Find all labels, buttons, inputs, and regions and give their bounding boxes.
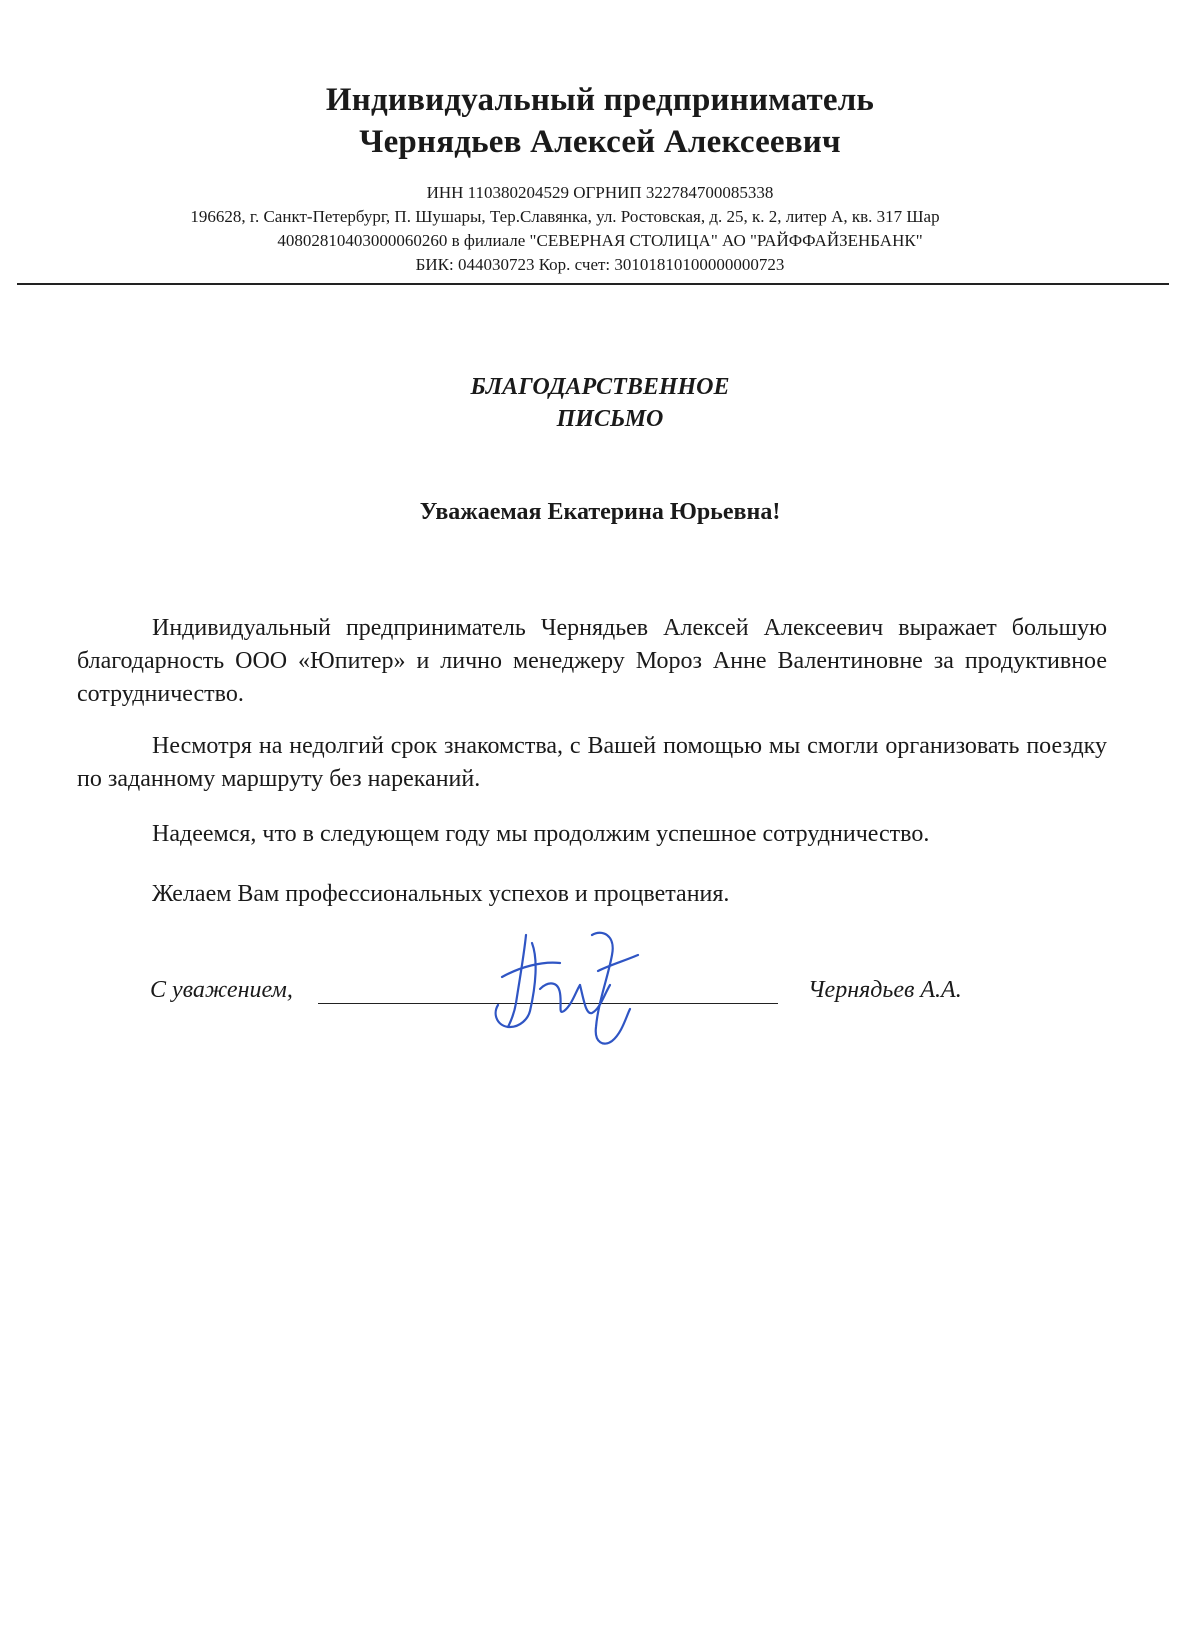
- body-paragraph-4: Желаем Вам профессиональных успехов и процветания.: [152, 881, 730, 907]
- org-title-line1: Индивидуальный предприниматель: [325, 82, 875, 118]
- body-paragraph-1: Индивидуальный предприниматель Чернядьев Алексей Алексеевич выражает большую благодарность ООО «Юпитер» и лично менеджеру Мороз Анне Валентиновне за продуктивное сотрудничество.: [77, 615, 1107, 707]
- salutation: Уважаемая Екатерина Юрьевна!: [419, 499, 781, 525]
- body-paragraph-2: Несмотря на недолгий срок знакомства, с Вашей помощью мы смогли организовать поездку по заданному маршруту без нареканий.: [77, 733, 1107, 792]
- signer-name: Чернядьев А.А.: [808, 977, 962, 1003]
- handwritten-signature: [480, 915, 650, 1055]
- document-title-line1: БЛАГОДАРСТВЕННОЕ: [470, 374, 730, 400]
- body-paragraph-3: Надеемся, что в следующем году мы продолжим успешное сотрудничество.: [152, 821, 930, 847]
- document-title-line2: ПИСЬМО: [556, 406, 664, 432]
- org-title-line2: Чернядьев Алексей Алексеевич: [359, 124, 841, 160]
- requisites-bik: БИК: 044030723 Кор. счет: 30101810100000000723: [415, 255, 785, 274]
- requisites-inn-ogrnip: ИНН 110380204529 ОГРНИП 322784700085338: [426, 183, 774, 202]
- requisites-bank-account: 40802810403000060260 в филиале "СЕВЕРНАЯ СТОЛИЦА" АО "РАЙФФАЙЗЕНБАНК": [277, 231, 923, 250]
- letterhead-divider: [17, 283, 1169, 285]
- requisites-address: 196628, г. Санкт-Петербург, П. Шушары, Тер.Славянка, ул. Ростовская, д. 25, к. 2, литер А, кв. 317 Шар: [190, 207, 940, 226]
- closing-phrase: С уважением,: [150, 977, 293, 1003]
